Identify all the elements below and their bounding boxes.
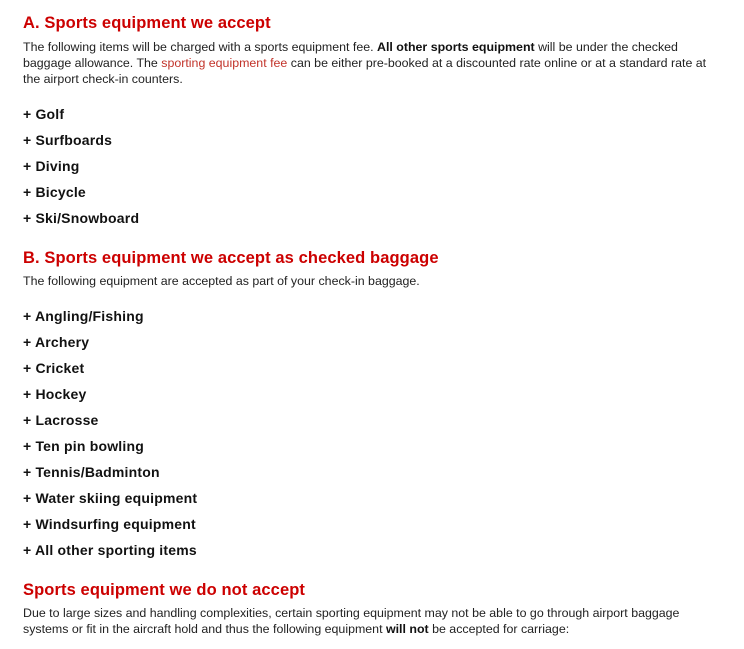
list-item-diving[interactable]: + Diving bbox=[23, 158, 80, 174]
list-item-tennis-badminton[interactable]: + Tennis/Badminton bbox=[23, 464, 160, 480]
section-a-desc-text-1: The following items will be charged with a sports equipment fee. bbox=[23, 40, 377, 54]
list-item-cricket[interactable]: + Cricket bbox=[23, 360, 85, 376]
sporting-equipment-fee-link[interactable]: sporting equipment fee bbox=[161, 56, 288, 70]
section-c-desc-text-1: Due to large sizes and handling complexities, certain sporting equipment may not be able to go through airport baggage systems or fit in the aircraft hold and thus the following equipment bbox=[23, 606, 680, 636]
section-a-desc-text-2: will be under the checked baggage allowance. The bbox=[23, 40, 678, 70]
list-item-angling-fishing[interactable]: + Angling/Fishing bbox=[23, 308, 144, 324]
list-item-water-skiing[interactable]: + Water skiing equipment bbox=[23, 490, 198, 506]
list-item-bicycle[interactable]: + Bicycle bbox=[23, 184, 86, 200]
section-b-description: The following equipment are accepted as part of your check-in baggage. bbox=[23, 274, 420, 288]
section-c-description bbox=[23, 605, 723, 637]
list-item-hockey[interactable]: + Hockey bbox=[23, 386, 87, 402]
list-item-ten-pin-bowling[interactable]: + Ten pin bowling bbox=[23, 438, 144, 454]
list-item-windsurfing[interactable]: + Windsurfing equipment bbox=[23, 516, 196, 532]
section-b-title: B. Sports equipment we accept as checked baggage bbox=[23, 249, 439, 267]
list-item-ski-snowboard[interactable]: + Ski/Snowboard bbox=[23, 210, 140, 226]
section-c-desc-text-2: be accepted for carriage: bbox=[428, 622, 570, 636]
section-a-list bbox=[23, 104, 723, 234]
section-a-description bbox=[23, 39, 723, 87]
list-item-lacrosse[interactable]: + Lacrosse bbox=[23, 412, 99, 428]
list-item-archery[interactable]: + Archery bbox=[23, 334, 90, 350]
list-item-surfboards[interactable]: + Surfboards bbox=[23, 132, 113, 148]
list-item-all-other-sporting[interactable]: + All other sporting items bbox=[23, 542, 197, 558]
section-c-title: Sports equipment we do not accept bbox=[23, 581, 305, 599]
section-a-desc-text-3: can be either pre-booked at a discounted rate online or at a standard rate at the airport check-in counters. bbox=[23, 56, 707, 86]
list-item-golf[interactable]: + Golf bbox=[23, 106, 65, 122]
sports-equipment-content bbox=[23, 12, 723, 637]
section-a-desc-bold: All other sports equipment bbox=[377, 40, 535, 54]
section-b-list bbox=[23, 306, 723, 566]
section-c-desc-bold: will not bbox=[385, 622, 429, 636]
section-a-title: A. Sports equipment we accept bbox=[23, 14, 271, 32]
